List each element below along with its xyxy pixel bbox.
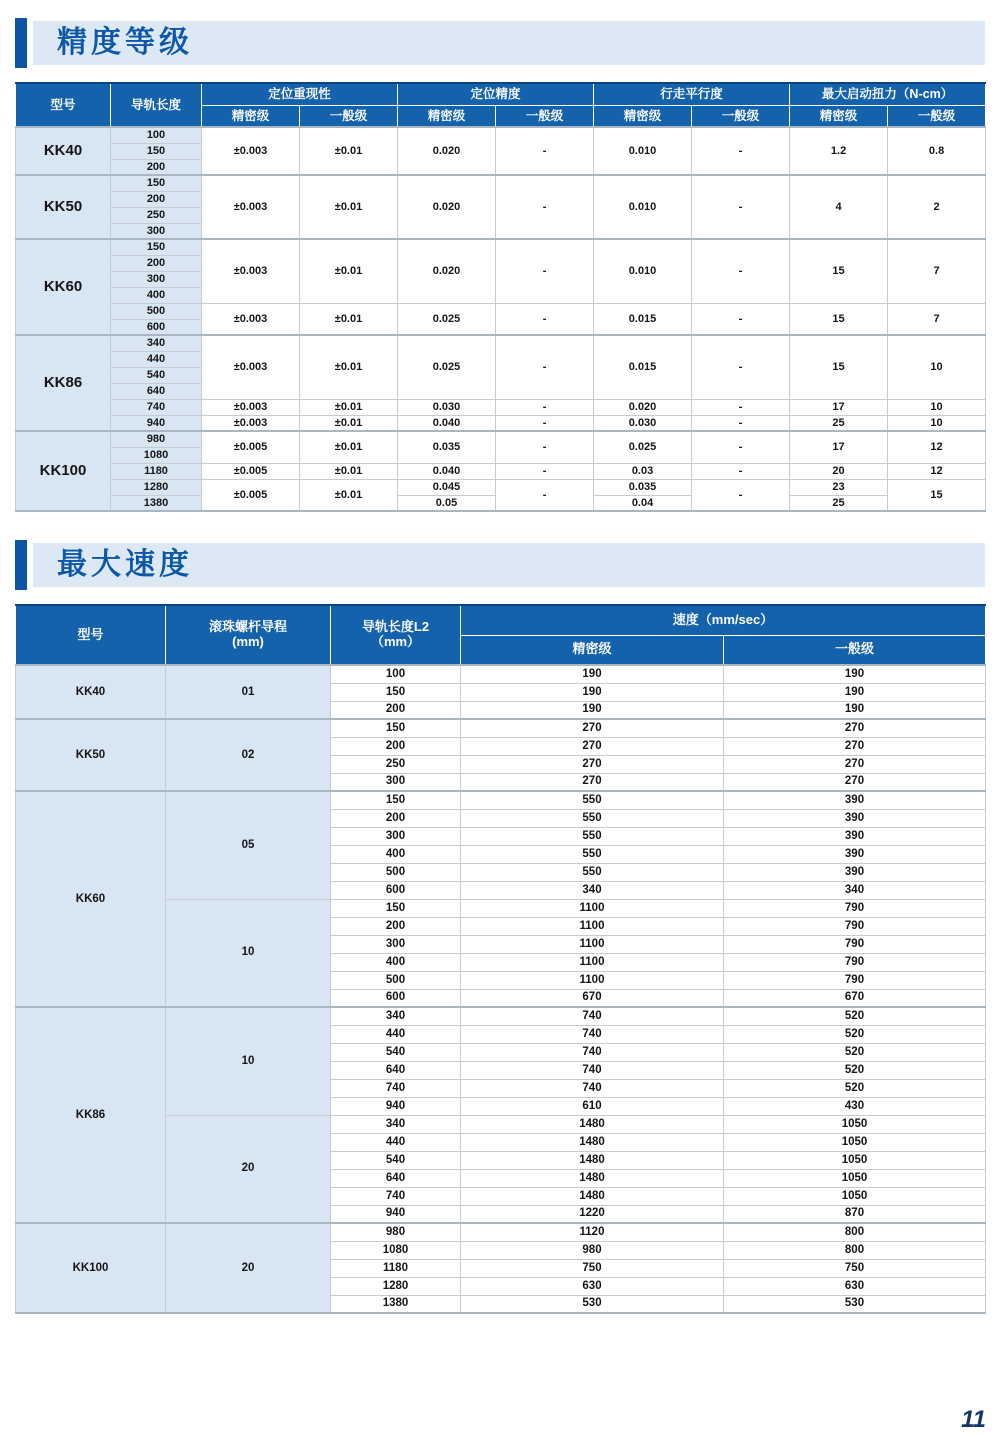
value-cell: 0.040 — [398, 415, 496, 431]
lead-label-line2: (mm) — [232, 634, 264, 649]
value-cell: 0.030 — [398, 399, 496, 415]
value-cell: 15 — [790, 303, 888, 335]
model-cell: KK50 — [16, 719, 166, 791]
value-cell: 4 — [790, 175, 888, 239]
value-cell: 300 — [331, 935, 461, 953]
value-cell: 550 — [461, 809, 724, 827]
value-cell: 0.025 — [594, 431, 692, 463]
value-cell: 0.025 — [398, 335, 496, 399]
value-cell: 1050 — [724, 1115, 986, 1133]
table-row — [16, 1223, 986, 1241]
section-title-text: 最大速度 — [57, 548, 193, 581]
value-cell: 400 — [331, 845, 461, 863]
model-cell: KK40 — [16, 665, 166, 719]
value-cell: 740 — [461, 1043, 724, 1061]
subcol-precision: 精密级 — [461, 635, 724, 665]
value-cell: ±0.01 — [300, 127, 398, 175]
value-cell: 790 — [724, 917, 986, 935]
section-max-speed-title — [15, 540, 985, 590]
value-cell: 630 — [461, 1277, 724, 1295]
value-cell: 520 — [724, 1061, 986, 1079]
title-band — [33, 21, 985, 65]
value-cell: 1480 — [461, 1133, 724, 1151]
value-cell: 670 — [461, 989, 724, 1007]
table-row — [16, 665, 986, 683]
value-cell: 1380 — [331, 1295, 461, 1313]
col-group-speed: 速度（mm/sec） — [461, 605, 986, 635]
value-cell: 7 — [888, 239, 986, 303]
value-cell: 1180 — [331, 1259, 461, 1277]
value-cell: 520 — [724, 1079, 986, 1097]
value-cell: 270 — [461, 719, 724, 737]
value-cell: 1280 — [331, 1277, 461, 1295]
value-cell: 0.020 — [398, 175, 496, 239]
rail-length-cell: 200 — [111, 191, 202, 207]
value-cell: 520 — [724, 1007, 986, 1025]
value-cell: 1050 — [724, 1169, 986, 1187]
value-cell: ±0.01 — [300, 303, 398, 335]
value-cell: 23 — [790, 479, 888, 495]
value-cell: 270 — [724, 737, 986, 755]
value-cell: 550 — [461, 863, 724, 881]
rail-length-cell: 200 — [111, 255, 202, 271]
value-cell: 1100 — [461, 971, 724, 989]
value-cell: ±0.005 — [202, 463, 300, 479]
value-cell: 1220 — [461, 1205, 724, 1223]
table-row — [16, 791, 986, 809]
value-cell: 10 — [888, 399, 986, 415]
value-cell: 390 — [724, 863, 986, 881]
subcol-general: 一般级 — [496, 105, 594, 127]
value-cell: 270 — [724, 773, 986, 791]
value-cell: ±0.005 — [202, 479, 300, 511]
value-cell: 150 — [331, 791, 461, 809]
rail-length-cell: 1080 — [111, 447, 202, 463]
value-cell: 17 — [790, 399, 888, 415]
value-cell: ±0.003 — [202, 415, 300, 431]
rail-length-cell: 300 — [111, 271, 202, 287]
value-cell: ±0.003 — [202, 127, 300, 175]
rail-length-cell: 640 — [111, 383, 202, 399]
value-cell: 0.015 — [594, 303, 692, 335]
value-cell: 200 — [331, 809, 461, 827]
speed-table-body — [16, 665, 986, 1313]
value-cell: 300 — [331, 773, 461, 791]
rail-length-cell: 340 — [111, 335, 202, 351]
value-cell: 190 — [461, 701, 724, 719]
value-cell: 1100 — [461, 917, 724, 935]
length-label-line1: 导轨长度L2 — [361, 619, 430, 635]
value-cell: 520 — [724, 1043, 986, 1061]
value-cell: - — [692, 303, 790, 335]
rail-length-cell: 100 — [111, 127, 202, 143]
value-cell: 740 — [461, 1061, 724, 1079]
value-cell: - — [496, 239, 594, 303]
table-row — [16, 175, 986, 191]
value-cell: 0.020 — [398, 239, 496, 303]
value-cell: ±0.003 — [202, 239, 300, 303]
col-header-rail-length: 导轨长度 — [111, 83, 202, 127]
value-cell: 25 — [790, 495, 888, 511]
value-cell: 940 — [331, 1205, 461, 1223]
value-cell: 600 — [331, 989, 461, 1007]
value-cell: 270 — [461, 755, 724, 773]
value-cell: 150 — [331, 683, 461, 701]
rail-length-cell: 1380 — [111, 495, 202, 511]
value-cell: 1100 — [461, 935, 724, 953]
table-row — [16, 415, 986, 431]
value-cell: 190 — [724, 665, 986, 683]
value-cell: 190 — [724, 683, 986, 701]
value-cell: 750 — [461, 1259, 724, 1277]
value-cell: 530 — [461, 1295, 724, 1313]
value-cell: 15 — [790, 335, 888, 399]
model-cell: KK60 — [16, 791, 166, 1007]
col-header-rail-length-l2 — [331, 605, 461, 665]
value-cell: - — [496, 335, 594, 399]
screw-lead-cell: 20 — [166, 1115, 331, 1223]
value-cell: 440 — [331, 1025, 461, 1043]
subcol-precision: 精密级 — [790, 105, 888, 127]
value-cell: 790 — [724, 935, 986, 953]
value-cell: 100 — [331, 665, 461, 683]
table-row — [16, 239, 986, 255]
value-cell: 190 — [724, 701, 986, 719]
table-row — [16, 479, 986, 495]
value-cell: 340 — [724, 881, 986, 899]
table-row — [16, 399, 986, 415]
value-cell: 150 — [331, 899, 461, 917]
value-cell: 2 — [888, 175, 986, 239]
value-cell: 10 — [888, 335, 986, 399]
value-cell: ±0.003 — [202, 303, 300, 335]
value-cell: ±0.01 — [300, 431, 398, 463]
value-cell: 0.8 — [888, 127, 986, 175]
table-row — [16, 335, 986, 351]
value-cell: - — [692, 479, 790, 511]
rail-length-cell: 1180 — [111, 463, 202, 479]
value-cell: - — [692, 127, 790, 175]
value-cell: 980 — [331, 1223, 461, 1241]
value-cell: 1480 — [461, 1115, 724, 1133]
value-cell: 980 — [461, 1241, 724, 1259]
precision-grade-table — [15, 82, 986, 512]
value-cell: - — [496, 175, 594, 239]
value-cell: - — [496, 303, 594, 335]
col-header-ball-screw-lead — [166, 605, 331, 665]
value-cell: 790 — [724, 899, 986, 917]
model-cell: KK100 — [16, 1223, 166, 1313]
value-cell: 630 — [724, 1277, 986, 1295]
value-cell: 520 — [724, 1025, 986, 1043]
value-cell: - — [692, 415, 790, 431]
col-header-model: 型号 — [16, 605, 166, 665]
model-cell: KK60 — [16, 239, 111, 335]
value-cell: - — [692, 399, 790, 415]
value-cell: 270 — [461, 773, 724, 791]
value-cell: 17 — [790, 431, 888, 463]
screw-lead-cell: 20 — [166, 1223, 331, 1313]
value-cell: - — [496, 431, 594, 463]
value-cell: 430 — [724, 1097, 986, 1115]
value-cell: 740 — [331, 1079, 461, 1097]
value-cell: 15 — [888, 479, 986, 511]
model-cell: KK50 — [16, 175, 111, 239]
value-cell: 1120 — [461, 1223, 724, 1241]
col-group-running-parallelism: 行走平行度 — [594, 83, 790, 105]
value-cell: ±0.01 — [300, 335, 398, 399]
value-cell: ±0.01 — [300, 463, 398, 479]
subcol-general: 一般级 — [888, 105, 986, 127]
value-cell: ±0.005 — [202, 431, 300, 463]
lead-label-line1: 滚珠螺杆导程 — [208, 619, 287, 635]
value-cell: 750 — [724, 1259, 986, 1277]
section-title-text: 精度等级 — [57, 26, 193, 59]
value-cell: 150 — [331, 719, 461, 737]
screw-lead-cell: 02 — [166, 719, 331, 791]
table-row — [16, 719, 986, 737]
value-cell: 1100 — [461, 899, 724, 917]
value-cell: - — [692, 239, 790, 303]
rail-length-cell: 940 — [111, 415, 202, 431]
model-cell: KK40 — [16, 127, 111, 175]
value-cell: 300 — [331, 827, 461, 845]
screw-lead-cell: 01 — [166, 665, 331, 719]
model-cell: KK100 — [16, 431, 111, 511]
value-cell: 7 — [888, 303, 986, 335]
value-cell: 200 — [331, 917, 461, 935]
value-cell: 800 — [724, 1241, 986, 1259]
value-cell: - — [692, 335, 790, 399]
value-cell: 12 — [888, 463, 986, 479]
subcol-precision: 精密级 — [594, 105, 692, 127]
subcol-general: 一般级 — [724, 635, 986, 665]
title-band — [33, 543, 985, 587]
speed-table-header — [16, 605, 986, 665]
value-cell: 1100 — [461, 953, 724, 971]
table-row — [16, 431, 986, 447]
value-cell: 740 — [461, 1007, 724, 1025]
value-cell: 1050 — [724, 1187, 986, 1205]
rail-length-cell: 440 — [111, 351, 202, 367]
value-cell: 640 — [331, 1169, 461, 1187]
value-cell: 390 — [724, 809, 986, 827]
value-cell: - — [496, 463, 594, 479]
value-cell: 270 — [724, 755, 986, 773]
value-cell: 670 — [724, 989, 986, 1007]
value-cell: ±0.003 — [202, 335, 300, 399]
value-cell: 340 — [331, 1007, 461, 1025]
value-cell: 740 — [331, 1187, 461, 1205]
section-precision-grade-title — [15, 18, 985, 68]
value-cell: 0.010 — [594, 175, 692, 239]
value-cell: - — [496, 479, 594, 511]
value-cell: 550 — [461, 827, 724, 845]
precision-table-header — [16, 83, 986, 127]
rail-length-cell: 250 — [111, 207, 202, 223]
title-accent-bar — [15, 18, 27, 68]
value-cell: 540 — [331, 1043, 461, 1061]
value-cell: 390 — [724, 827, 986, 845]
value-cell: ±0.01 — [300, 239, 398, 303]
rail-length-cell: 600 — [111, 319, 202, 335]
value-cell: ±0.01 — [300, 399, 398, 415]
value-cell: 800 — [724, 1223, 986, 1241]
value-cell: ±0.01 — [300, 415, 398, 431]
value-cell: 250 — [331, 755, 461, 773]
value-cell: 610 — [461, 1097, 724, 1115]
title-accent-bar — [15, 540, 27, 590]
value-cell: 870 — [724, 1205, 986, 1223]
col-header-model: 型号 — [16, 83, 111, 127]
value-cell: 0.020 — [594, 399, 692, 415]
screw-lead-cell: 10 — [166, 899, 331, 1007]
subcol-precision: 精密级 — [202, 105, 300, 127]
rail-length-cell: 500 — [111, 303, 202, 319]
value-cell: 340 — [331, 1115, 461, 1133]
value-cell: 1080 — [331, 1241, 461, 1259]
rail-length-cell: 400 — [111, 287, 202, 303]
value-cell: ±0.003 — [202, 175, 300, 239]
rail-length-cell: 150 — [111, 239, 202, 255]
value-cell: 790 — [724, 953, 986, 971]
value-cell: 500 — [331, 971, 461, 989]
table-row — [16, 303, 986, 319]
value-cell: 0.010 — [594, 239, 692, 303]
max-speed-table — [15, 604, 986, 1314]
value-cell: 190 — [461, 683, 724, 701]
value-cell: 400 — [331, 953, 461, 971]
value-cell: 1480 — [461, 1169, 724, 1187]
value-cell: 340 — [461, 881, 724, 899]
rail-length-cell: 150 — [111, 175, 202, 191]
value-cell: 200 — [331, 737, 461, 755]
value-cell: 390 — [724, 791, 986, 809]
rail-length-cell: 1280 — [111, 479, 202, 495]
value-cell: 500 — [331, 863, 461, 881]
table-row — [16, 1007, 986, 1025]
value-cell: 0.045 — [398, 479, 496, 495]
value-cell: 640 — [331, 1061, 461, 1079]
value-cell: 270 — [461, 737, 724, 755]
value-cell: 440 — [331, 1133, 461, 1151]
value-cell: 740 — [461, 1025, 724, 1043]
rail-length-cell: 980 — [111, 431, 202, 447]
screw-lead-cell: 10 — [166, 1007, 331, 1115]
rail-length-cell: 300 — [111, 223, 202, 239]
value-cell: 1.2 — [790, 127, 888, 175]
value-cell: 0.015 — [594, 335, 692, 399]
value-cell: 0.05 — [398, 495, 496, 511]
value-cell: 0.010 — [594, 127, 692, 175]
table-row — [16, 463, 986, 479]
precision-table-body — [16, 127, 986, 511]
value-cell: 0.035 — [398, 431, 496, 463]
col-group-positioning-repeatability: 定位重现性 — [202, 83, 398, 105]
value-cell: - — [496, 415, 594, 431]
col-group-max-starting-torque: 最大启动扭力（N-cm） — [790, 83, 986, 105]
value-cell: ±0.01 — [300, 175, 398, 239]
page-number: 11 — [961, 1406, 986, 1433]
value-cell: 0.020 — [398, 127, 496, 175]
table-row — [16, 127, 986, 143]
col-group-positioning-accuracy: 定位精度 — [398, 83, 594, 105]
value-cell: 20 — [790, 463, 888, 479]
value-cell: 0.030 — [594, 415, 692, 431]
rail-length-cell: 740 — [111, 399, 202, 415]
value-cell: - — [496, 399, 594, 415]
value-cell: 530 — [724, 1295, 986, 1313]
value-cell: ±0.003 — [202, 399, 300, 415]
value-cell: 25 — [790, 415, 888, 431]
value-cell: 0.04 — [594, 495, 692, 511]
screw-lead-cell: 05 — [166, 791, 331, 899]
value-cell: - — [692, 175, 790, 239]
value-cell: 12 — [888, 431, 986, 463]
value-cell: 0.03 — [594, 463, 692, 479]
value-cell: 600 — [331, 881, 461, 899]
value-cell: - — [496, 127, 594, 175]
value-cell: 1480 — [461, 1151, 724, 1169]
value-cell: 1050 — [724, 1151, 986, 1169]
subcol-general: 一般级 — [692, 105, 790, 127]
value-cell: 0.035 — [594, 479, 692, 495]
value-cell: - — [692, 431, 790, 463]
value-cell: 0.040 — [398, 463, 496, 479]
value-cell: 1480 — [461, 1187, 724, 1205]
value-cell: 10 — [888, 415, 986, 431]
length-label-line2: （mm） — [370, 634, 421, 649]
value-cell: 550 — [461, 791, 724, 809]
value-cell: 790 — [724, 971, 986, 989]
model-cell: KK86 — [16, 1007, 166, 1223]
value-cell: 200 — [331, 701, 461, 719]
value-cell: 550 — [461, 845, 724, 863]
rail-length-cell: 200 — [111, 159, 202, 175]
value-cell: 15 — [790, 239, 888, 303]
value-cell: ±0.01 — [300, 479, 398, 511]
model-cell: KK86 — [16, 335, 111, 431]
value-cell: 740 — [461, 1079, 724, 1097]
value-cell: 270 — [724, 719, 986, 737]
value-cell: - — [692, 463, 790, 479]
value-cell: 190 — [461, 665, 724, 683]
value-cell: 940 — [331, 1097, 461, 1115]
value-cell: 1050 — [724, 1133, 986, 1151]
value-cell: 390 — [724, 845, 986, 863]
subcol-general: 一般级 — [300, 105, 398, 127]
subcol-precision: 精密级 — [398, 105, 496, 127]
rail-length-cell: 150 — [111, 143, 202, 159]
value-cell: 540 — [331, 1151, 461, 1169]
rail-length-cell: 540 — [111, 367, 202, 383]
value-cell: 0.025 — [398, 303, 496, 335]
